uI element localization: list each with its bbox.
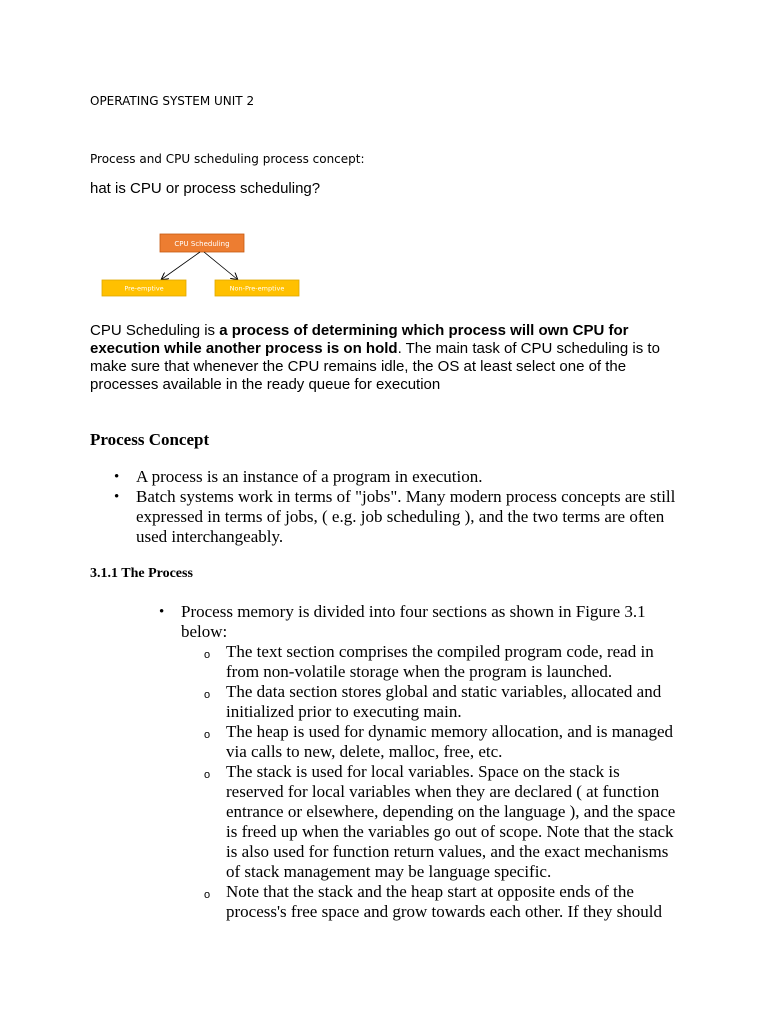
question-heading: hat is CPU or process scheduling? (90, 180, 321, 197)
section-subtitle: Process and CPU scheduling process concept: (90, 152, 365, 166)
list-item: o The text section comprises the compiled program code, read in from non-volatile storage when the program is launched. (226, 642, 681, 682)
memory-sections-list (181, 642, 681, 922)
list-item: o The stack is used for local variables. Space on the stack is reserved for local variables when they are declared ( at function entrance or elsewhere, depending on the language ), and the space is freed up when the variables go out of scope. Note that the stack is also used for function return values, and the exact mechanisms of stack management may be language specific. (226, 762, 681, 882)
document-title: OPERATING SYSTEM UNIT 2 (90, 94, 255, 108)
diagram-left-label: Pre-emptive (124, 284, 164, 293)
list-item: o The heap is used for dynamic memory allocation, and is managed via calls to new, delete, malloc, free, etc. (226, 722, 681, 762)
intro-paragraph (90, 322, 690, 394)
cpu-scheduling-diagram (100, 232, 310, 302)
process-concept-heading: Process Concept (90, 430, 210, 449)
list-item: • Batch systems work in terms of "jobs". Many modern process concepts are still expressed in terms of jobs, ( e.g. job scheduling ), and the two terms are often used interchangeably. (136, 487, 686, 547)
diagram-arrow-left (162, 252, 200, 279)
the-process-list (181, 602, 681, 922)
intro-rest: . The main task of CPU scheduling is to make sure that whenever the CPU remains idle, the OS at least select one of the processes available in the ready queue for execution (90, 340, 660, 393)
list-item: o Note that the stack and the heap start at opposite ends of the process's free space and grow towards each other. If they should (226, 882, 681, 922)
list-item (181, 602, 681, 922)
diagram-arrow-right (204, 252, 237, 279)
list-item: • A process is an instance of a program in execution. (136, 467, 686, 487)
list-item-text: Process memory is divided into four sections as shown in Figure 3.1 below: (181, 602, 646, 641)
intro-bold: a process of determining which process will own CPU for execution while another process is on hold (90, 322, 629, 357)
the-process-heading: 3.1.1 The Process (90, 566, 193, 581)
diagram-root-label: CPU Scheduling (174, 240, 230, 248)
process-concept-list (136, 467, 686, 547)
list-item: o The data section stores global and static variables, allocated and initialized prior to executing main. (226, 682, 681, 722)
intro-lead: CPU Scheduling is (90, 322, 220, 339)
diagram-right-label: Non-Pre-emptive (229, 284, 285, 293)
